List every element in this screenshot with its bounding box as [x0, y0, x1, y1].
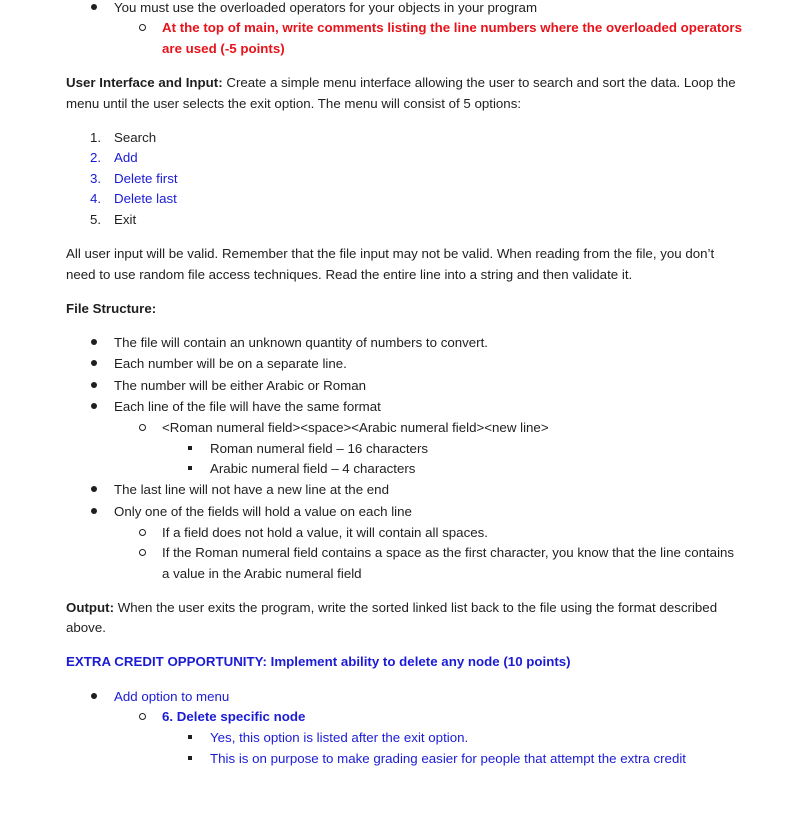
- bullet-icon: [91, 360, 97, 366]
- file-structure-bullet: The file will contain an unknown quantity of numbers to convert.: [114, 335, 488, 350]
- ui-line1-text: Create a simple menu interface allowing the user to search and sort the data. Loop the: [222, 75, 736, 90]
- comment-requirement-line1: At the top of main, write comments listing the line numbers where the overloaded operators: [162, 20, 742, 35]
- bullet-icon: [91, 339, 97, 345]
- bullet-icon: [91, 508, 97, 514]
- square-bullet-icon: [188, 756, 192, 760]
- square-bullet-icon: [188, 466, 192, 470]
- menu-item-number: 5.: [90, 212, 102, 227]
- arabic-field-length: Arabic numeral field – 4 characters: [210, 461, 416, 476]
- menu-item-number: 2.: [90, 150, 102, 165]
- output-paragraph-line1: [66, 600, 717, 616]
- bullet-icon: [91, 486, 97, 492]
- output-heading: Output:: [66, 600, 114, 615]
- circle-bullet-icon: [139, 549, 146, 556]
- square-bullet-icon: [188, 735, 192, 739]
- roman-field-length: Roman numeral field – 16 characters: [210, 441, 429, 456]
- file-structure-bullet: Each number will be on a separate line.: [114, 356, 347, 371]
- bullet-icon: [91, 4, 97, 10]
- extra-credit-note: Yes, this option is listed after the exit option.: [210, 730, 469, 745]
- menu-item-add: Add: [114, 150, 138, 165]
- roman-space-note-line2: a value in the Arabic numeral field: [162, 566, 362, 581]
- menu-item-delete-last: Delete last: [114, 191, 177, 206]
- roman-space-note-line1: If the Roman numeral field contains a space as the first character, you know that the line contains: [162, 545, 735, 560]
- circle-bullet-icon: [139, 713, 146, 720]
- menu-item-number: 1.: [90, 130, 102, 145]
- bullet-icon: [91, 382, 97, 388]
- circle-bullet-icon: [139, 529, 146, 536]
- last-line-bullet: The last line will not have a new line at the end: [114, 482, 389, 497]
- bullet-icon: [91, 693, 97, 699]
- bullet-icon: [91, 403, 97, 409]
- extra-credit-heading: EXTRA CREDIT OPPORTUNITY: Implement ability to delete any node (10 points): [66, 654, 571, 669]
- ui-paragraph-line2: menu until the user selects the exit option. The menu will consist of 5 options:: [66, 96, 522, 111]
- file-structure-heading: File Structure:: [66, 301, 157, 316]
- menu-item-search: Search: [114, 130, 157, 145]
- empty-field-note: If a field does not hold a value, it will contain all spaces.: [162, 525, 488, 540]
- circle-bullet-icon: [139, 424, 146, 431]
- ui-heading: User Interface and Input:: [66, 75, 223, 90]
- menu-item-exit: Exit: [114, 212, 137, 227]
- circle-bullet-icon: [139, 24, 146, 31]
- comment-requirement-line2: are used (-5 points): [162, 41, 285, 56]
- menu-item-delete-first: Delete first: [114, 171, 178, 186]
- only-one-field-bullet: Only one of the fields will hold a value on each line: [114, 504, 412, 519]
- input-paragraph-line1: All user input will be valid. Remember that the file input may not be valid. When reading from the file, you don’t: [66, 246, 715, 261]
- output-line1-text: When the user exits the program, write the sorted linked list back to the file using the format described: [114, 600, 718, 615]
- input-paragraph-line2: need to use random file access techniques. Read the entire line into a string and then validate it.: [66, 267, 633, 282]
- format-line: <Roman numeral field><space><Arabic numeral field><new line>: [162, 420, 549, 435]
- delete-specific-node-option: 6. Delete specific node: [162, 709, 306, 724]
- ui-paragraph-line1: [66, 75, 736, 91]
- square-bullet-icon: [188, 446, 192, 450]
- menu-item-number: 3.: [90, 171, 102, 186]
- extra-credit-note: This is on purpose to make grading easier for people that attempt the extra credit: [210, 751, 686, 766]
- file-structure-bullet: Each line of the file will have the same format: [114, 399, 381, 414]
- overloaded-operators-bullet: You must use the overloaded operators for your objects in your program: [114, 0, 538, 15]
- add-option-bullet: Add option to menu: [114, 689, 230, 704]
- output-paragraph-line2: above.: [66, 620, 106, 635]
- file-structure-bullet: The number will be either Arabic or Roman: [114, 378, 367, 393]
- menu-item-number: 4.: [90, 191, 102, 206]
